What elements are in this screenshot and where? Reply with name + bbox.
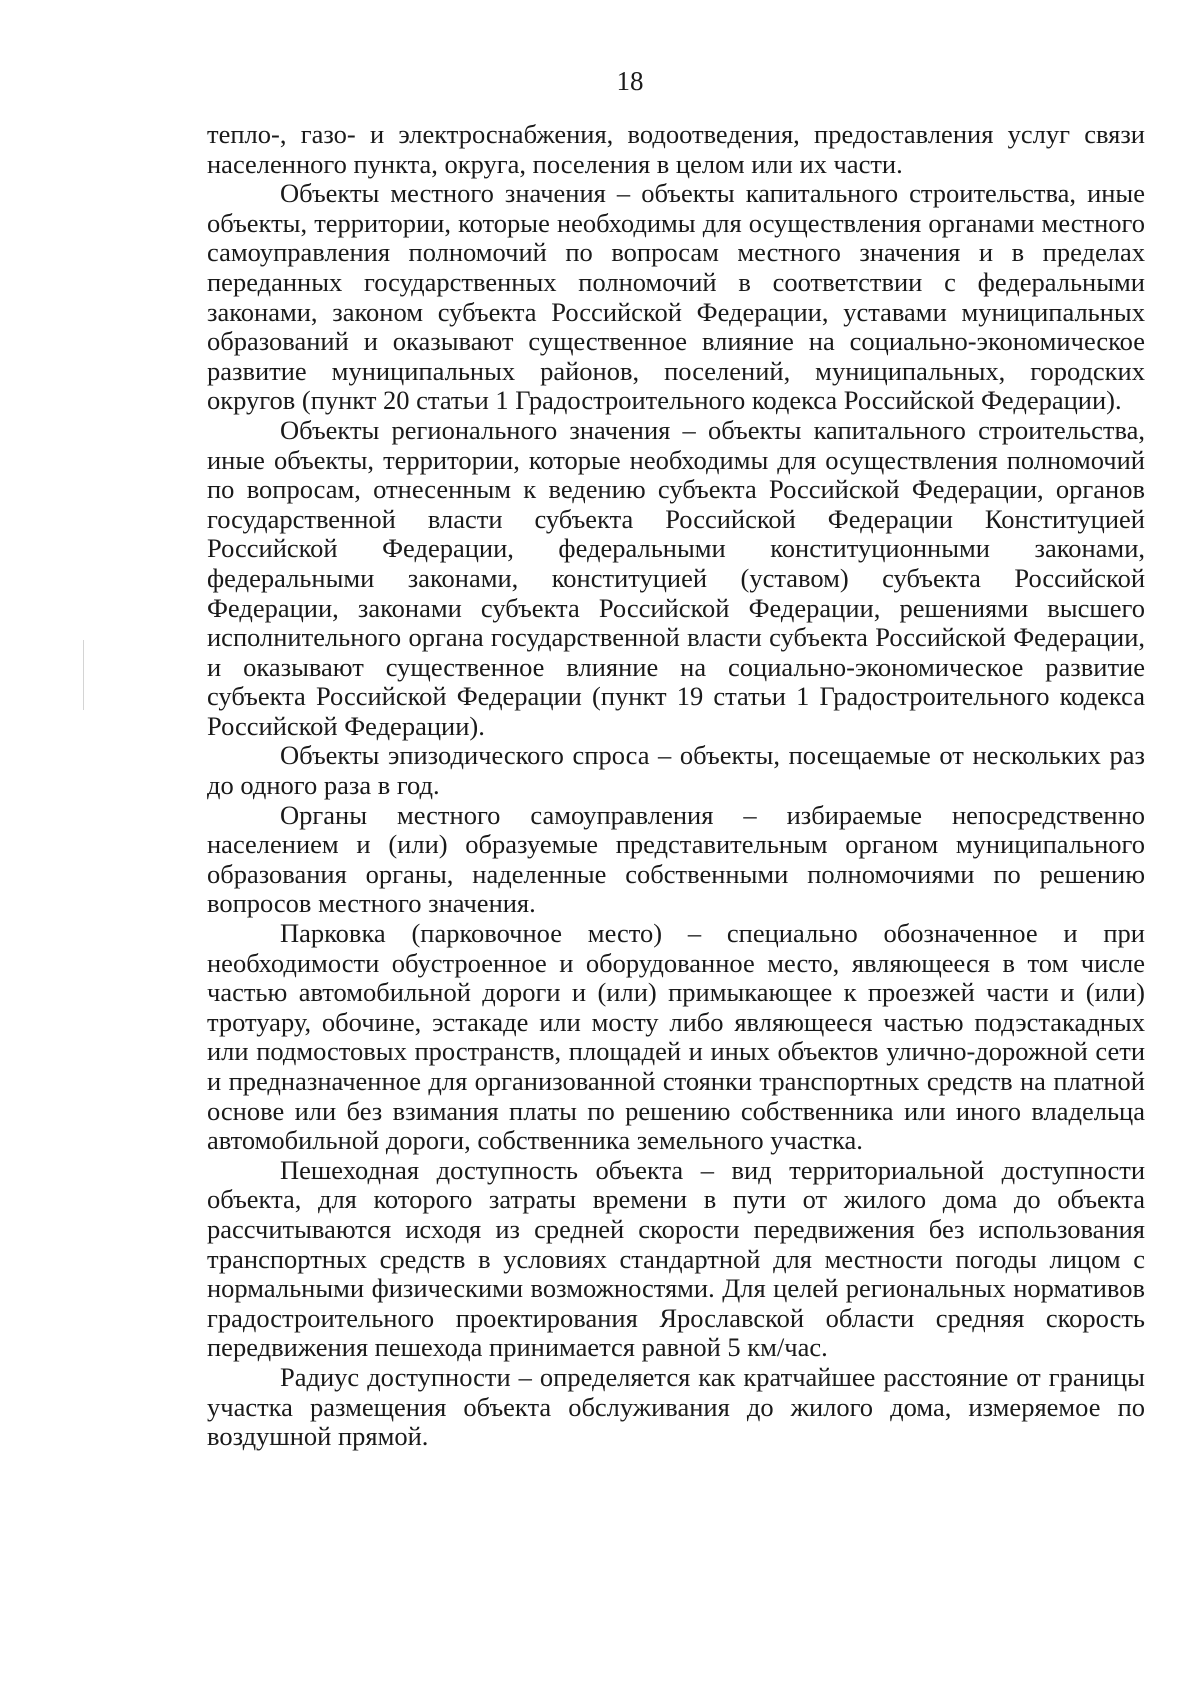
scan-margin-mark [83, 640, 84, 710]
paragraph-pedestrian-access: Пешеходная доступность объекта – вид территориальной доступности объекта, для которого затраты времени в пути от жилого дома до объекта рассчитываются исходя из средней скорости передвижения без использования транспортных средств в условиях стандартной для местности погоды лицом с нормальными физическими возможностями. Для целей региональных нормативов градостроительного проектирования Ярославской области средняя скорость передвижения пешехода принимается равной 5 км/час. [207, 1154, 1145, 1363]
paragraph-parking: Парковка (парковочное место) – специально обозначенное и при необходимости обустроенное и оборудованное место, являющееся в том числе частью автомобильной дороги и (или) примыкающее к проезжей части и (или) тротуару, обочине, эстакаде или мосту либо являющееся частью подэстакадных или подмостовых пространств, площадей и иных объектов улично-дорожной сети и предназначенное для организованной стоянки транспортных средств на платной основе или без взимания платы по решению собственника или иного владельца автомобильной дороги, собственника земельного участка. [207, 918, 1145, 1156]
paragraph-continuation: тепло-, газо- и электроснабжения, водоотведения, предоставления услуг связи населенного пункта, округа, поселения в целом или их части. [207, 119, 1145, 179]
paragraph-local-government: Органы местного самоуправления – избираемые непосредственно населением и (или) образуемые представительным органом муниципального образования органы, наделенные собственными полномочиями по решению вопросов местного значения. [207, 799, 1145, 919]
page-number: 18 [616, 66, 644, 96]
document-body [207, 120, 1145, 1452]
paragraph-access-radius: Радиус доступности – определяется как кратчайшее расстояние от границы участка размещения объекта обслуживания до жилого дома, измеряемое по воздушной прямой. [207, 1361, 1145, 1452]
paragraph-episodic-demand: Объекты эпизодического спроса – объекты, посещаемые от нескольких раз до одного раза в год. [207, 740, 1145, 801]
paragraph-local-objects: Объекты местного значения – объекты капитального строительства, иные объекты, территории, которые необходимы для осуществления органами местного самоуправления полномочий по вопросам местного значения и в пределах переданных государственных полномочий в соответствии с федеральными законами, законом субъекта Российской Федерации, уставами муниципальных образований и оказывают существенное влияние на социально-экономическое развитие муниципальных районов, поселений, муниципальных, городских округов (пункт 20 статьи 1 Градостроительного кодекса Российской Федерации). [207, 178, 1145, 416]
paragraph-regional-objects: Объекты регионального значения – объекты капитального строительства, иные объекты, территории, которые необходимы для осуществления полномочий по вопросам, отнесенным к ведению субъекта Российской Федерации, органов государственной власти субъекта Российской Федерации Конституцией Российской Федерации, федеральными конституционными законами, федеральными законами, конституцией (уставом) субъекта Российской Федерации, законами субъекта Российской Федерации, решениями высшего исполнительного органа государственной власти субъекта Российской Федерации, и оказывают существенное влияние на социально-экономическое развитие субъекта Российской Федерации (пункт 19 статьи 1 Градостроительного кодекса Российской Федерации). [207, 414, 1145, 741]
